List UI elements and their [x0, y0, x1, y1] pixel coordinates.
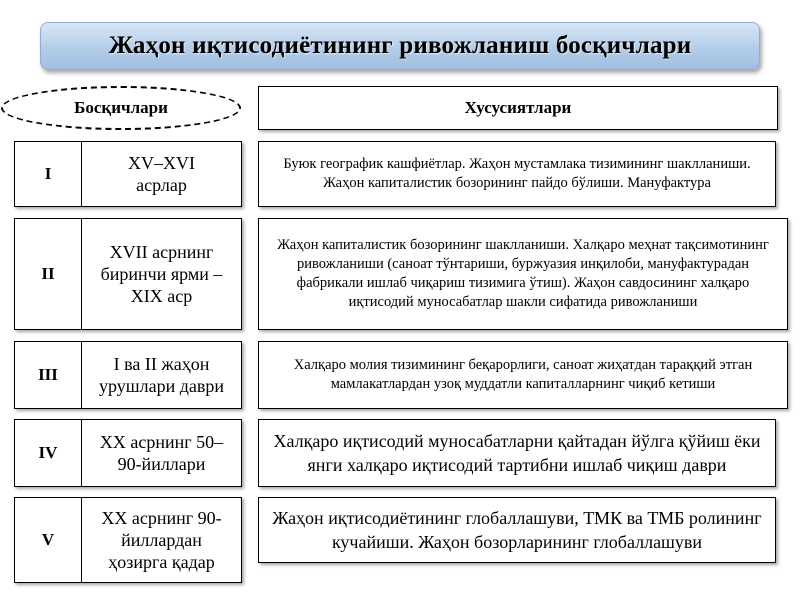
stages-header: [1, 86, 241, 130]
stage-period: XX асрнинг 90- йиллардан ҳозирга қадар: [101, 508, 222, 572]
stage-period: XVII асрнинг биринчи ярми – XIX аср: [100, 242, 223, 306]
features-header: [258, 86, 778, 130]
page-title: Жаҳон иқтисодиётининг ривожланиш босқичлари: [108, 32, 692, 59]
stage-number: II: [15, 219, 82, 329]
stage-row-5: [14, 497, 242, 583]
stage-feature-5: Жаҳон иқтисодиётининг глобаллашуви, ТМК ва ТМБ ролининг кучайиши. Жаҳон бозорларининг глобаллашуви: [258, 497, 776, 563]
stage-row-3: [14, 341, 242, 409]
stage-feature-1: Буюк географик кашфиётлар. Жаҳон мустамлака тизимининг шаклланиши. Жаҳон капиталистик бозорининг пайдо бўлиши. Мануфактура: [258, 141, 776, 207]
stage-feature-2: Жаҳон капиталистик бозорининг шаклланиши. Халқаро меҳнат тақсимотининг ривожланиши (саноат тўнтариши, буржуазия инқилоби, мануфактурадан фабрикали ишлаб чиқариш тизимига ўтиш). Жаҳон савдосининг халқаро иқтисодий муносабатлар шакли сифатида ривожланиши: [258, 218, 788, 330]
stage-number: III: [15, 342, 82, 408]
features-header-label: Хусусиятлари: [464, 98, 572, 117]
stage-number: I: [15, 142, 82, 206]
stages-header-label: Босқичлари: [74, 98, 168, 117]
stage-period: XX асрнинг 50– 90-йиллари: [99, 432, 224, 474]
stage-number: V: [15, 498, 82, 582]
stage-row-1: [14, 141, 242, 207]
stage-feature-4: Халқаро иқтисодий муносабатларни қайтадан йўлга қўйиш ёки янги халқаро иқтисодий тартибни ишлаб чиқиш даври: [258, 419, 776, 487]
title-banner: [40, 22, 760, 70]
stage-period: I ва II жаҳон урушлари даври: [98, 354, 224, 396]
stage-feature-3: Халқаро молия тизимининг беқарорлиги, саноат жиҳатдан тараққий этган мамлакатлардан узоқ муддатли капиталларнинг чиқиб кетиши: [258, 341, 788, 409]
stage-number: IV: [15, 420, 82, 486]
stage-row-2: [14, 218, 242, 330]
stage-row-4: [14, 419, 242, 487]
stage-period: XV–XVI асрлар: [128, 153, 195, 195]
